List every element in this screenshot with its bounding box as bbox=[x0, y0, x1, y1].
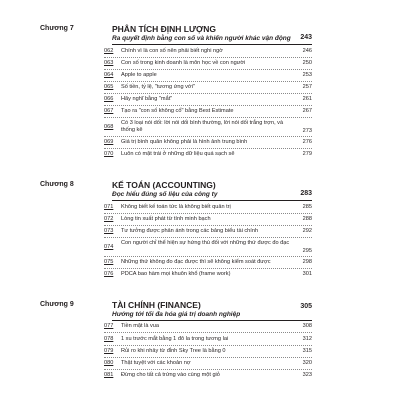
chapter-rule bbox=[112, 320, 312, 321]
entry-page: 246 bbox=[302, 48, 312, 54]
chapter-title: TÀI CHÍNH (FINANCE) bbox=[112, 300, 201, 310]
entry-number: 079 bbox=[104, 348, 114, 354]
divider bbox=[104, 256, 312, 257]
chapter-title: KẾ TOÁN (ACCOUNTING) bbox=[112, 180, 216, 190]
chapter-page: 283 bbox=[300, 190, 312, 197]
entry-number: 080 bbox=[104, 360, 114, 366]
chapter-subtitle: Hướng tới tối đa hóa giá trị doanh nghiệp bbox=[112, 311, 241, 318]
divider bbox=[104, 213, 312, 214]
divider bbox=[104, 93, 312, 94]
entry-number: 066 bbox=[104, 96, 114, 102]
entry-number: 069 bbox=[104, 139, 114, 145]
entry-page: 301 bbox=[302, 271, 312, 277]
entry-number: 078 bbox=[104, 336, 114, 342]
divider bbox=[104, 148, 312, 149]
entry-title: Lòng tin xuất phát từ tính minh bạch bbox=[121, 216, 211, 222]
entry-page: 257 bbox=[302, 84, 312, 90]
entry-title: Đừng cho tất cả trứng vào cùng một giỏ bbox=[121, 372, 220, 378]
entry-number: 065 bbox=[104, 84, 114, 90]
entry-number: 062 bbox=[104, 48, 114, 54]
entry-title: 1 xu trước mắt bằng 1 đô la trong tương lai bbox=[121, 336, 229, 342]
entry-number: 075 bbox=[104, 259, 114, 265]
divider bbox=[104, 237, 312, 238]
entry-number: 081 bbox=[104, 372, 114, 378]
entry-number: 077 bbox=[104, 323, 114, 329]
divider bbox=[104, 369, 312, 370]
divider bbox=[104, 332, 312, 333]
entry-title: Tạo ra "con số không cố" bằng Best Estimate bbox=[121, 108, 234, 114]
entry-page: 323 bbox=[302, 372, 312, 378]
chapter-page: 305 bbox=[300, 303, 312, 310]
divider bbox=[104, 136, 312, 137]
entry-page: 315 bbox=[302, 348, 312, 354]
entry-number: 072 bbox=[104, 216, 114, 222]
entry-number: 068 bbox=[104, 124, 114, 130]
chapter-subtitle: Đọc hiểu đúng số liệu của công ty bbox=[112, 191, 218, 198]
entry-page: 279 bbox=[302, 151, 312, 157]
entry-title: Con số trong kinh doanh là môn học về con người bbox=[121, 60, 246, 66]
entry-number: 067 bbox=[104, 108, 114, 114]
entry-title: Luôn có mặt trái ở những dữ liệu quá sạch sẽ bbox=[121, 151, 235, 157]
entry-page: 308 bbox=[302, 323, 312, 329]
entry-number: 073 bbox=[104, 228, 114, 234]
chapter-label: Chương 8 bbox=[40, 181, 74, 188]
divider bbox=[104, 105, 312, 106]
chapter-label: Chương 7 bbox=[40, 25, 74, 32]
entry-page: 273 bbox=[302, 128, 312, 134]
divider bbox=[104, 69, 312, 70]
divider bbox=[104, 81, 312, 82]
entry-page: 250 bbox=[302, 60, 312, 66]
chapter-subtitle: Ra quyết định bằng con số và khiến người khác vận động bbox=[112, 35, 291, 42]
entry-title: Apple to apple bbox=[121, 72, 157, 78]
chapter-page: 243 bbox=[300, 34, 312, 41]
divider bbox=[104, 345, 312, 346]
entry-title: Rủi ro khi nhảy từ đỉnh Sky Tree là bằng 0 bbox=[121, 348, 226, 354]
entry-title: Thật tuyệt với các khoản nợ bbox=[121, 360, 191, 366]
chapter-rule bbox=[112, 200, 312, 201]
entry-page: 312 bbox=[302, 336, 312, 342]
entry-page: 261 bbox=[302, 96, 312, 102]
entry-page: 285 bbox=[302, 204, 312, 210]
entry-page: 295 bbox=[302, 248, 312, 254]
entry-title: Tư tưởng được phản ánh trong các bảng biểu tài chính bbox=[121, 228, 259, 234]
entry-title: Tiền mặt là vua bbox=[121, 323, 160, 329]
entry-number: 070 bbox=[104, 151, 114, 157]
entry-page: 288 bbox=[302, 216, 312, 222]
entry-page: 276 bbox=[302, 139, 312, 145]
entry-title: Không biết kế toán tức là không biết quản trị bbox=[121, 204, 231, 210]
divider bbox=[104, 268, 312, 269]
chapter-title: PHÂN TÍCH ĐỊNH LƯỢNG bbox=[112, 24, 217, 34]
entry-page: 298 bbox=[302, 259, 312, 265]
divider bbox=[104, 357, 312, 358]
chapter-label: Chương 9 bbox=[40, 301, 74, 308]
entry-number: 071 bbox=[104, 204, 114, 210]
entry-number: 063 bbox=[104, 60, 114, 66]
entry-page: 253 bbox=[302, 72, 312, 78]
entry-number: 064 bbox=[104, 72, 114, 78]
entry-title: PDCA bao hàm mọi khuôn khổ (frame work) bbox=[121, 271, 231, 277]
divider bbox=[104, 117, 312, 118]
entry-title: Những thứ không đo đạc được thì sẽ không kiểm soát được bbox=[121, 259, 271, 265]
divider bbox=[104, 57, 312, 58]
entry-page: 292 bbox=[302, 228, 312, 234]
entry-page: 320 bbox=[302, 360, 312, 366]
entry-title: Hãy nghĩ bằng "mắt" bbox=[121, 96, 173, 102]
entry-title: Chính vì là con số nên phải biết nghi ngờ bbox=[121, 48, 223, 54]
entry-page: 267 bbox=[302, 108, 312, 114]
divider bbox=[104, 225, 312, 226]
entry-title: Số tiền, tỷ lệ, "tương ứng với" bbox=[121, 84, 195, 90]
entry-title: Giá trị bình quân không phải là hình ảnh trung bình bbox=[121, 139, 248, 145]
entry-number: 076 bbox=[104, 271, 114, 277]
entry-title: Có 3 loại nói dối: lời nói dối bình thường, lời nói dối trắng trợn, và thống kê bbox=[121, 120, 284, 133]
entry-number: 074 bbox=[104, 244, 114, 250]
chapter-rule bbox=[112, 44, 312, 45]
entry-title: Con người chỉ thể hiện sự hứng thú đối với những thứ được đo đạc bbox=[121, 240, 290, 246]
